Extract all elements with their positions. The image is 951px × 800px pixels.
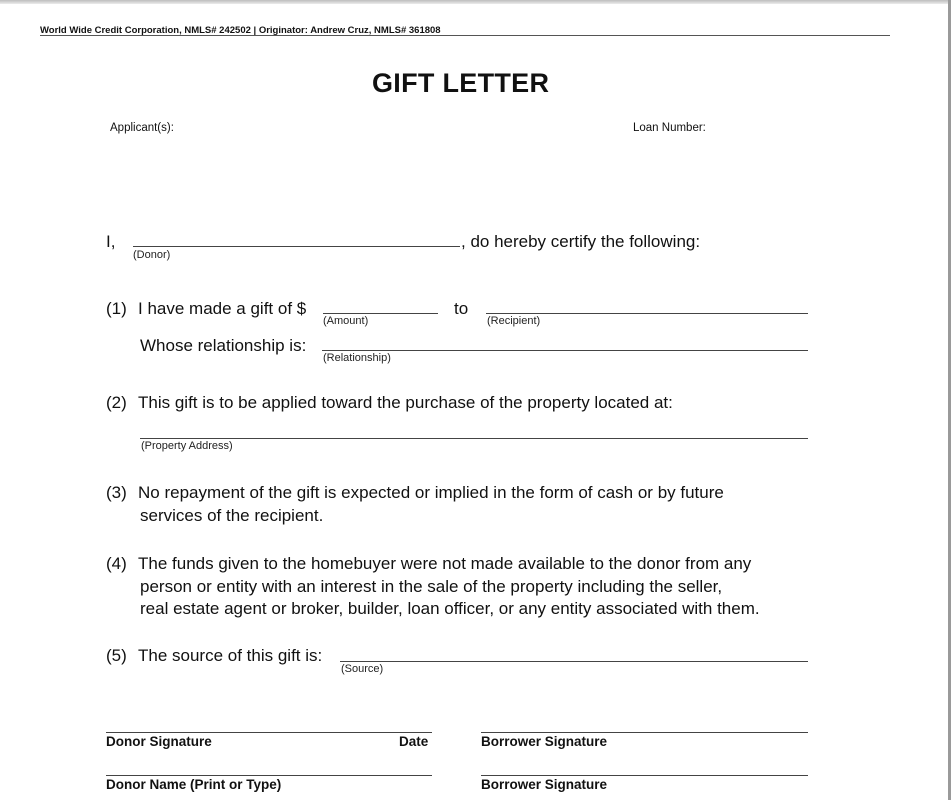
item5-text: The source of this gift is: — [138, 646, 323, 665]
amount-caption: (Amount) — [323, 315, 369, 327]
amount-field-line[interactable] — [323, 313, 438, 314]
relationship-caption: (Relationship) — [323, 352, 391, 364]
item2-number: (2) — [106, 393, 127, 412]
donor-name-line[interactable] — [106, 775, 432, 776]
item4-line3: real estate agent or broker, builder, loan officer, or any entity associated with them. — [140, 599, 760, 618]
applicants-label: Applicant(s): — [110, 122, 174, 134]
borrower-signature-line-2[interactable] — [481, 775, 808, 776]
item5-number: (5) — [106, 646, 127, 665]
source-caption: (Source) — [341, 663, 384, 675]
to-word: to — [454, 299, 469, 318]
header-text: World Wide Credit Corporation, NMLS# 242502 | Originator: Andrew Cruz, NMLS# 361808 — [40, 25, 441, 36]
recipient-field-line[interactable] — [486, 313, 808, 314]
donor-name-label: Donor Name (Print or Type) — [106, 777, 282, 792]
item3-number: (3) — [106, 483, 127, 502]
item1-number: (1) — [106, 299, 127, 318]
item4-line1: The funds given to the homebuyer were not made available to the donor from any — [138, 554, 752, 573]
donor-signature-label: Donor Signature — [106, 734, 212, 749]
date-label: Date — [399, 734, 429, 749]
borrower-signature-line-1[interactable] — [481, 732, 808, 733]
borrower-signature-label-1: Borrower Signature — [481, 734, 608, 749]
viewer-top-edge — [0, 0, 951, 4]
relationship-field-line[interactable] — [322, 350, 808, 351]
item3-line1: No repayment of the gift is expected or implied in the form of cash or by future — [138, 483, 724, 502]
relationship-text: Whose relationship is: — [140, 336, 307, 355]
borrower-signature-label-2: Borrower Signature — [481, 777, 608, 792]
item4-number: (4) — [106, 554, 127, 573]
donor-prefix: I, — [106, 232, 116, 251]
item1-text: I have made a gift of $ — [138, 299, 307, 318]
source-field-line[interactable] — [340, 661, 808, 662]
property-address-field-line[interactable] — [140, 438, 808, 439]
donor-field-line[interactable] — [133, 246, 460, 247]
loan-number-label: Loan Number: — [633, 122, 706, 134]
item3-line2: services of the recipient. — [140, 506, 324, 525]
donor-signature-line[interactable] — [106, 732, 432, 733]
donor-caption: (Donor) — [133, 249, 171, 261]
header-rule — [40, 35, 890, 36]
item4-line2: person or entity with an interest in the sale of the property including the seller, — [140, 577, 723, 596]
property-address-caption: (Property Address) — [141, 440, 233, 452]
recipient-caption: (Recipient) — [487, 315, 541, 327]
donor-suffix: , do hereby certify the following: — [461, 232, 701, 251]
document-title: GIFT LETTER — [372, 68, 550, 98]
item2-text: This gift is to be applied toward the purchase of the property located at: — [138, 393, 673, 412]
